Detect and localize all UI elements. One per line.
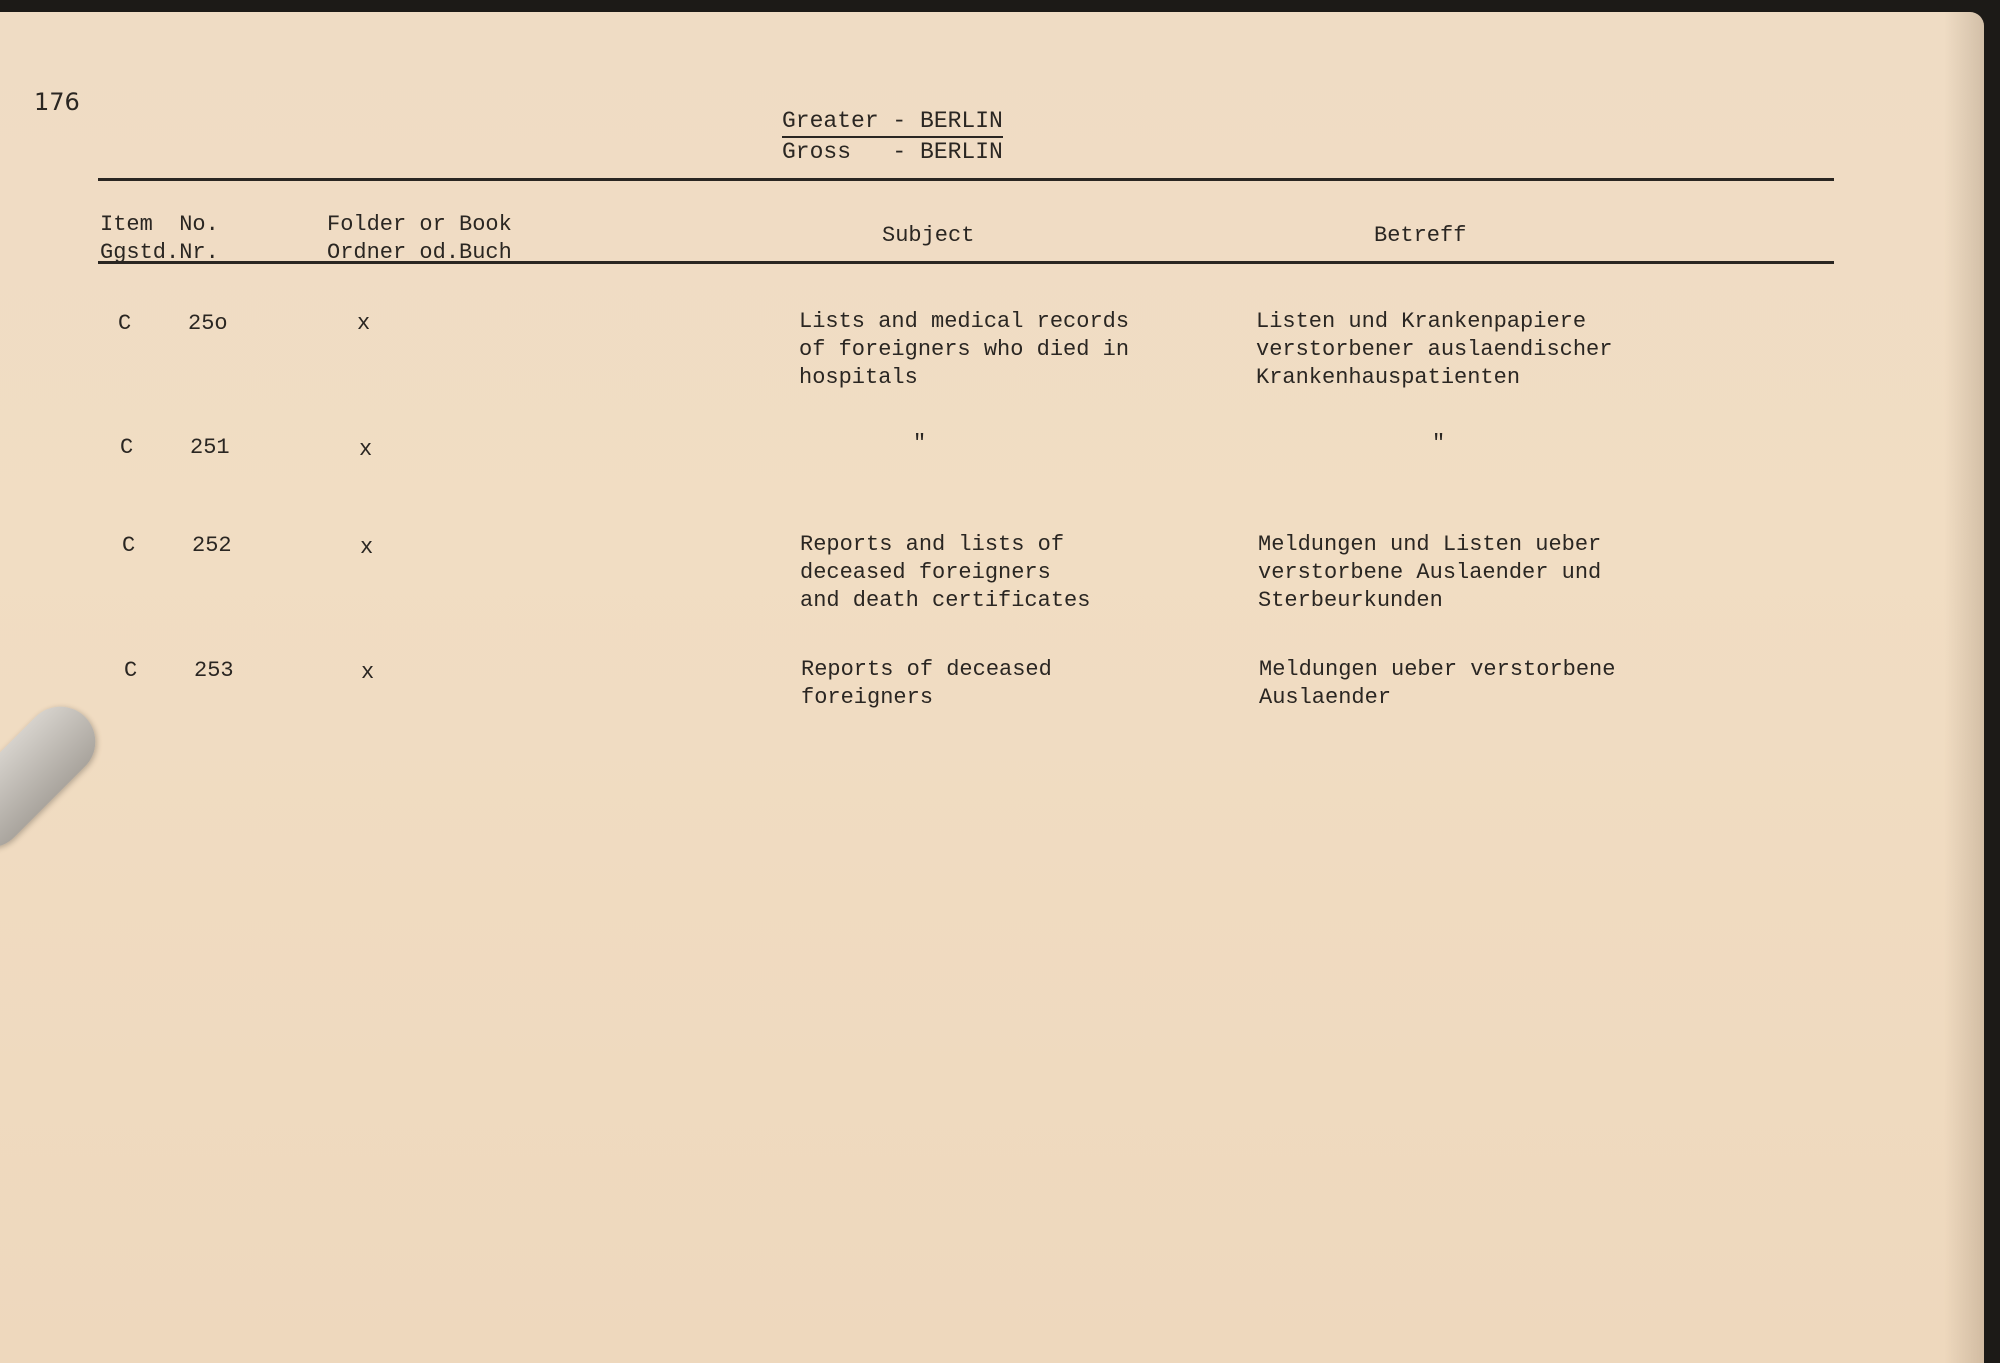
header-folder xyxy=(327,211,512,267)
row-folder: x xyxy=(360,535,374,560)
header-item-line2: Ggstd.Nr. xyxy=(100,240,219,265)
row-number: 25o xyxy=(188,311,228,336)
row-subject: Reports of deceased foreigners xyxy=(801,657,1052,710)
row-item: C xyxy=(122,533,136,558)
header-folder-line1: Folder or Book xyxy=(327,212,512,237)
row-number: 251 xyxy=(190,435,230,460)
row-item: C xyxy=(120,435,134,460)
page-number: 176 xyxy=(34,88,80,116)
table-header-rule xyxy=(98,261,1834,264)
header-betreff: Betreff xyxy=(1374,223,1467,248)
row-folder: x xyxy=(359,437,373,462)
document-page xyxy=(0,12,1984,1363)
row-number: 253 xyxy=(194,658,234,683)
row-item: C xyxy=(118,311,132,336)
row-folder: x xyxy=(357,311,371,336)
row-subject: Lists and medical records of foreigners who died in hospitals xyxy=(799,309,1130,390)
row-betreff: Meldungen ueber verstorbene Auslaender xyxy=(1259,657,1616,710)
table-top-rule xyxy=(98,178,1834,181)
page-title xyxy=(782,107,1022,167)
page-holder-clip xyxy=(0,692,110,862)
row-subject: Reports and lists of deceased foreigners and death certificates xyxy=(800,532,1091,613)
row-subject: " xyxy=(913,431,927,456)
header-item-line1: Item No. xyxy=(100,212,219,237)
row-number: 252 xyxy=(192,533,232,558)
row-folder: x xyxy=(361,660,375,685)
row-item: C xyxy=(124,658,138,683)
row-betreff: " xyxy=(1432,431,1446,456)
row-betreff: Listen und Krankenpapiere verstorbener auslaendischer Krankenhauspatienten xyxy=(1256,309,1613,390)
header-item-no xyxy=(100,211,219,267)
header-folder-line2: Ordner od.Buch xyxy=(327,240,512,265)
title-line-english: Greater - BERLIN xyxy=(782,107,1003,138)
header-subject: Subject xyxy=(882,223,975,248)
row-betreff: Meldungen und Listen ueber verstorbene Auslaender und Sterbeurkunden xyxy=(1258,532,1602,613)
title-line-german: Gross - BERLIN xyxy=(782,139,1003,165)
